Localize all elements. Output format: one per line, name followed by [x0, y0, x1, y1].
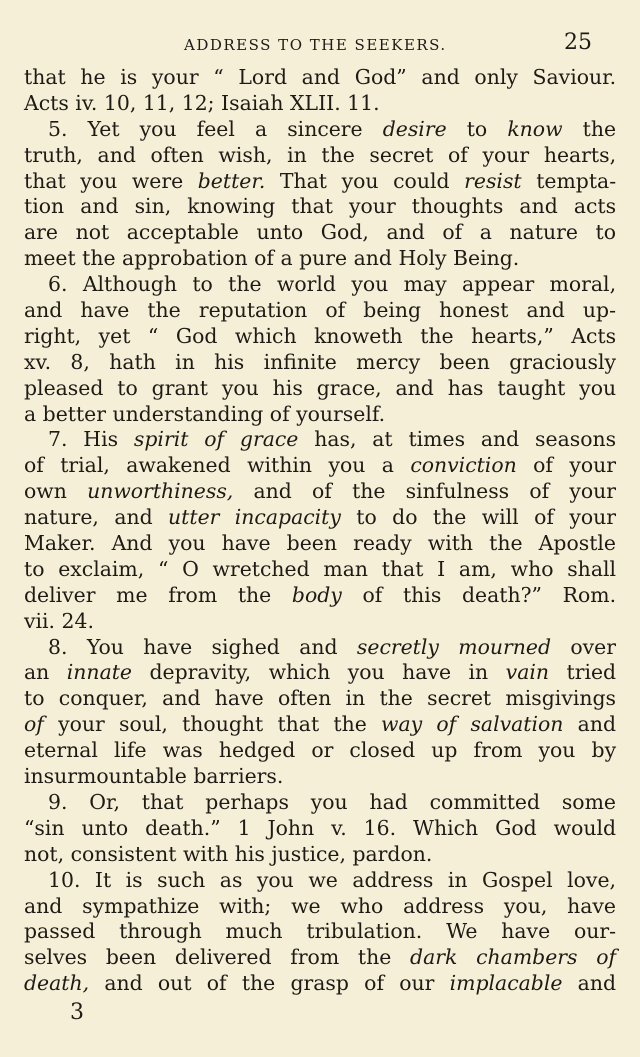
text-line: deliver me from the body of this death?” Rom.: [24, 582, 617, 607]
page-number: 25: [564, 30, 592, 55]
text-line: 5. Yet you feel a sincere desire to know the: [48, 116, 617, 141]
text-line: vii. 24.: [24, 608, 94, 633]
text-line: not, consistent with his justice, pardon.: [24, 841, 433, 866]
text-line: insurmountable barriers.: [24, 764, 284, 789]
text-line: 6. Although to the world you may appear moral,: [48, 272, 617, 297]
text-line: death, and out of the grasp of our implacable and: [24, 971, 617, 996]
text-line: to conquer, and have often in the secret misgivings: [24, 686, 617, 711]
text-line: are not acceptable unto God, and of a nature to: [24, 220, 617, 245]
text-line: and have the reputation of being honest and up-: [24, 298, 616, 323]
text-line: of trial, awakened within you a conviction of your: [24, 453, 617, 478]
text-line: that you were better. That you could resist tempta-: [24, 168, 617, 193]
text-line: truth, and often wish, in the secret of your hearts,: [24, 142, 617, 167]
text-line: own unworthiness, and of the sinfulness of your: [24, 479, 617, 504]
text-line: selves been delivered from the dark chambers of: [24, 945, 617, 970]
text-line: that he is your “ Lord and God” and only Saviour.: [24, 65, 617, 89]
text-line: nature, and utter incapacity to do the will of your: [24, 505, 617, 530]
text-line: 10. It is such as you we address in Gospel love,: [48, 867, 616, 892]
text-line: pleased to grant you his grace, and has taught you: [24, 375, 617, 400]
text-line: an innate depravity, which you have in vain tried: [24, 660, 617, 685]
text-line: meet the approbation of a pure and Holy Being.: [24, 246, 520, 271]
text-line: eternal life was hedged or closed up from you by: [24, 738, 617, 763]
text-line: passed through much tribulation. We have our-: [24, 919, 616, 944]
text-line: 9. Or, that perhaps you had committed some: [48, 789, 616, 814]
running-head: ADDRESS TO THE SEEKERS.: [184, 36, 447, 54]
text-line: right, yet “ God which knoweth the hearts,” Acts: [24, 323, 617, 348]
body-text: [24, 65, 616, 997]
text-line: a better understanding of yourself.: [24, 401, 386, 426]
text-line: xv. 8, hath in his infinite mercy been graciously: [24, 349, 616, 374]
text-line: Acts iv. 10, 11, 12; Isaiah XLII. 11.: [24, 90, 380, 115]
text-line: 7. His spirit of grace has, at times and seasons: [48, 427, 617, 452]
text-line: 8. You have sighed and secretly mourned over: [48, 634, 617, 659]
text-line: and sympathize with; we who address you, have: [24, 893, 617, 918]
text-line: tion and sin, knowing that your thoughts and acts: [24, 194, 617, 219]
text-line: Maker. And you have been ready with the Apostle: [24, 531, 616, 556]
text-line: of your soul, thought that the way of salvation and: [24, 712, 616, 737]
signature-mark: 3: [70, 1000, 84, 1025]
page-header: [24, 30, 616, 60]
text-line: “sin unto death.” 1 John v. 16. Which God would: [24, 815, 617, 840]
text-line: to exclaim, “ O wretched man that I am, who shall: [24, 556, 617, 581]
